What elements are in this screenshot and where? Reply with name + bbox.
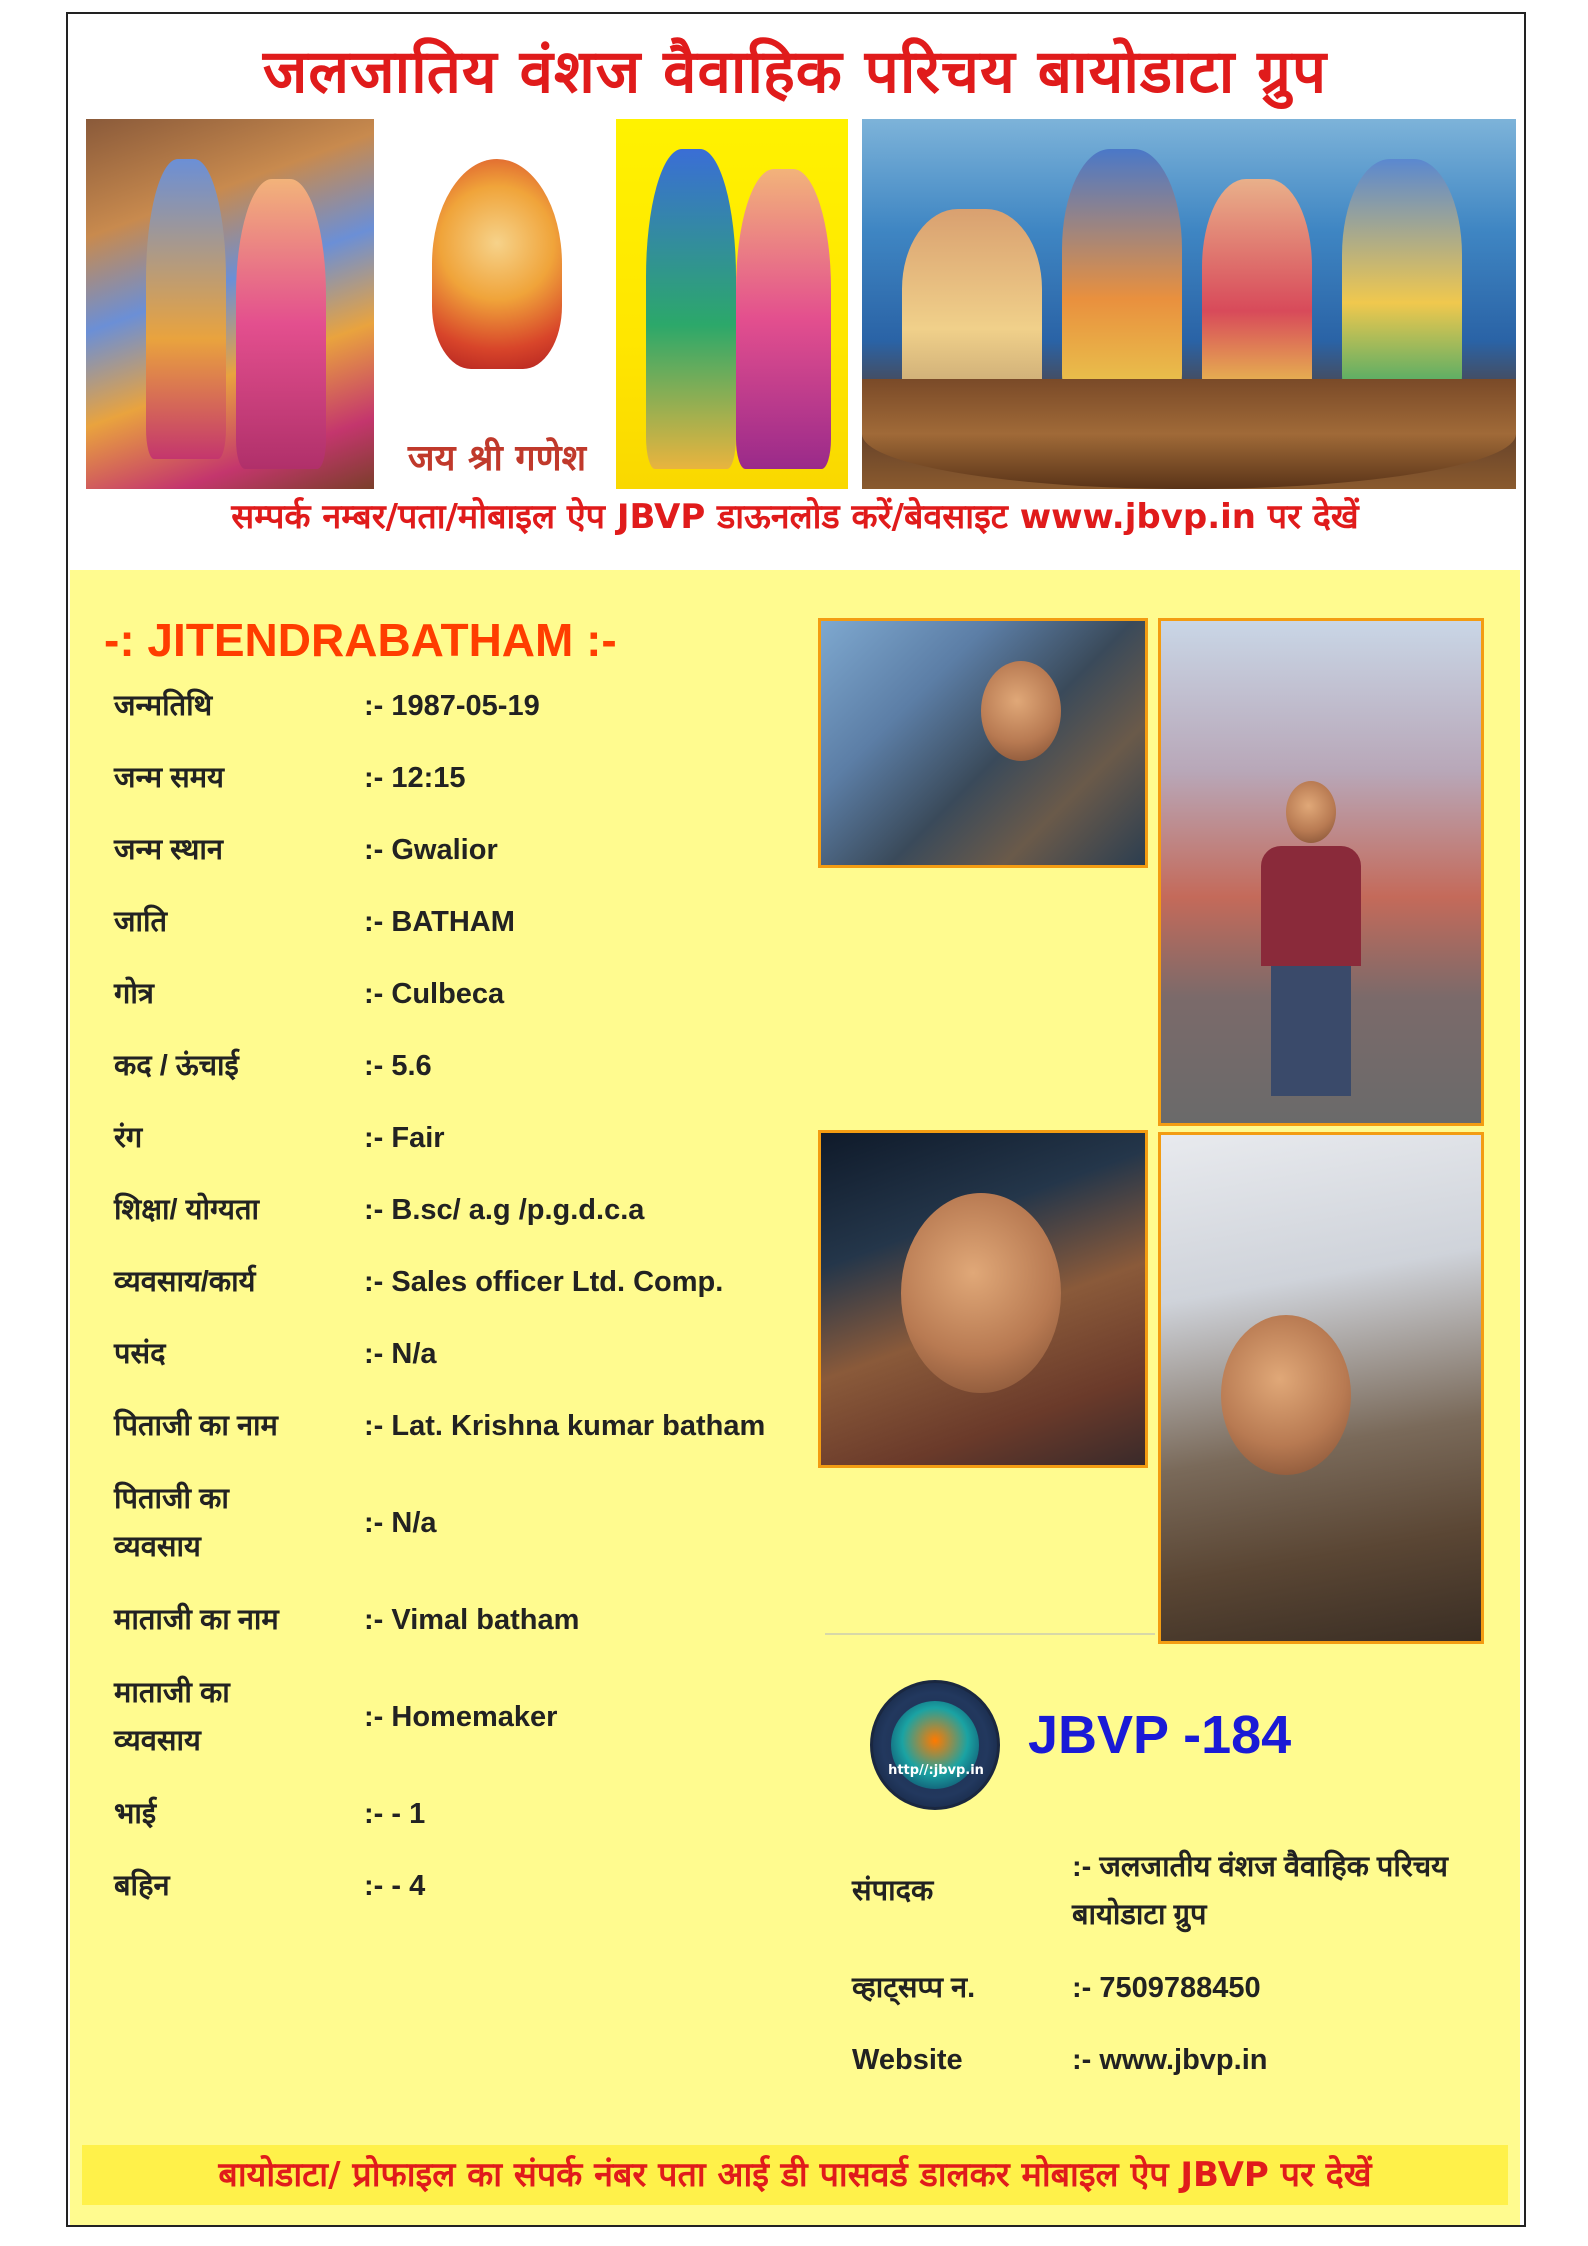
detail-label: पसंद <box>114 1338 166 1370</box>
detail-value: :- 5.6 <box>364 1050 432 1082</box>
candidate-photo-2 <box>1158 618 1484 1126</box>
footer-banner: बायोडाटा/ प्रोफाइल का संपर्क नंबर पता आई डी पासवर्ड डालकर मोबाइल ऐप JBVP पर देखें <box>82 2145 1508 2205</box>
detail-row <box>114 1462 834 1584</box>
jbvp-logo <box>870 1680 1000 1810</box>
detail-row <box>114 670 834 742</box>
banner-image-ganesh <box>388 119 606 489</box>
detail-row <box>114 1030 834 1102</box>
detail-label: गोत्र <box>114 978 154 1010</box>
detail-label: रंग <box>114 1122 143 1154</box>
editor-label: व्हाट्सप्प न. <box>852 1972 976 2004</box>
detail-row <box>114 1174 834 1246</box>
candidate-photo-4 <box>1158 1132 1484 1644</box>
editor-row <box>852 2024 1492 2096</box>
editor-row <box>852 1830 1492 1952</box>
detail-value: :- Gwalior <box>364 834 498 866</box>
detail-row <box>114 886 834 958</box>
editor-label: Website <box>852 2044 963 2076</box>
banner-image-ram-sita <box>86 119 374 489</box>
detail-value: :- N/a <box>364 1338 437 1370</box>
detail-label: कद / ऊंचाई <box>114 1050 239 1082</box>
detail-label: शिक्षा/ योग्यता <box>114 1194 259 1226</box>
detail-row <box>114 1584 834 1656</box>
detail-row <box>114 742 834 814</box>
detail-value: :- Culbeca <box>364 978 505 1010</box>
candidate-photo-3 <box>818 1130 1148 1468</box>
editor-label: संपादक <box>852 1875 934 1907</box>
detail-row <box>114 1390 834 1462</box>
detail-value: :- Lat. Krishna kumar batham <box>364 1410 766 1442</box>
contact-line: सम्पर्क नम्बर/पता/मोबाइल ऐप JBVP डाऊनलोड करें/बेवसाइट www.jbvp.in पर देखें <box>231 497 1359 537</box>
candidate-photo-1 <box>818 618 1148 868</box>
detail-row <box>114 958 834 1030</box>
detail-label: जन्म स्थान <box>114 834 223 866</box>
biodata-card <box>70 570 1520 2225</box>
editor-row <box>852 1952 1492 2024</box>
editor-value: :- 7509788450 <box>1072 1972 1261 2004</box>
detail-value: :- 12:15 <box>364 762 466 794</box>
detail-label: भाई <box>114 1798 157 1830</box>
details-table <box>114 670 834 1922</box>
jbvp-id: JBVP -184 <box>1028 1705 1292 1765</box>
detail-label: जन्म समय <box>114 762 224 794</box>
detail-label: पिताजी का नाम <box>114 1410 278 1442</box>
detail-value: :- Sales officer Ltd. Comp. <box>364 1266 724 1298</box>
detail-value: :- Homemaker <box>364 1701 558 1733</box>
editor-details <box>852 1830 1492 2096</box>
detail-value: :- B.sc/ a.g /p.g.d.c.a <box>364 1194 645 1226</box>
detail-row <box>114 1778 834 1850</box>
detail-value: :- N/a <box>364 1507 437 1539</box>
detail-label: जाति <box>114 906 168 938</box>
detail-value: :- - 1 <box>364 1798 426 1830</box>
detail-label: बहिन <box>114 1870 170 1902</box>
detail-row <box>114 1102 834 1174</box>
logo-text: http//:jbvp.in <box>888 1763 984 1778</box>
candidate-name: -: JITENDRABATHAM :- <box>104 614 617 666</box>
detail-row <box>114 1318 834 1390</box>
detail-value: :- 1987-05-19 <box>364 690 540 722</box>
detail-label: पिताजी का व्यवसाय <box>114 1483 229 1563</box>
ganesh-caption: जय श्री गणेश <box>407 438 587 479</box>
detail-label: व्यवसाय/कार्य <box>114 1266 256 1298</box>
detail-label: जन्मतिथि <box>114 690 213 722</box>
editor-value: :- जलजातीय वंशज वैवाहिक परिचय बायोडाटा ग्रुप <box>1072 1851 1448 1931</box>
detail-value: :- Fair <box>364 1122 445 1154</box>
detail-value: :- Vimal batham <box>364 1604 580 1636</box>
detail-row <box>114 814 834 886</box>
banner-image-boat <box>862 119 1516 489</box>
detail-label: माताजी का व्यवसाय <box>114 1677 230 1757</box>
banner-image-ram-sita-yellow <box>616 119 848 489</box>
header-banner <box>70 14 1520 569</box>
detail-row <box>114 1246 834 1318</box>
detail-row <box>114 1850 834 1922</box>
editor-value: :- www.jbvp.in <box>1072 2044 1268 2076</box>
detail-value: :- - 4 <box>364 1870 426 1902</box>
detail-value: :- BATHAM <box>364 906 515 938</box>
divider <box>825 1633 1155 1635</box>
page-title: जलजातिय वंशज वैवाहिक परिचय बायोडाटा ग्रुप <box>262 37 1328 107</box>
detail-row <box>114 1656 834 1778</box>
detail-label: माताजी का नाम <box>114 1604 279 1636</box>
